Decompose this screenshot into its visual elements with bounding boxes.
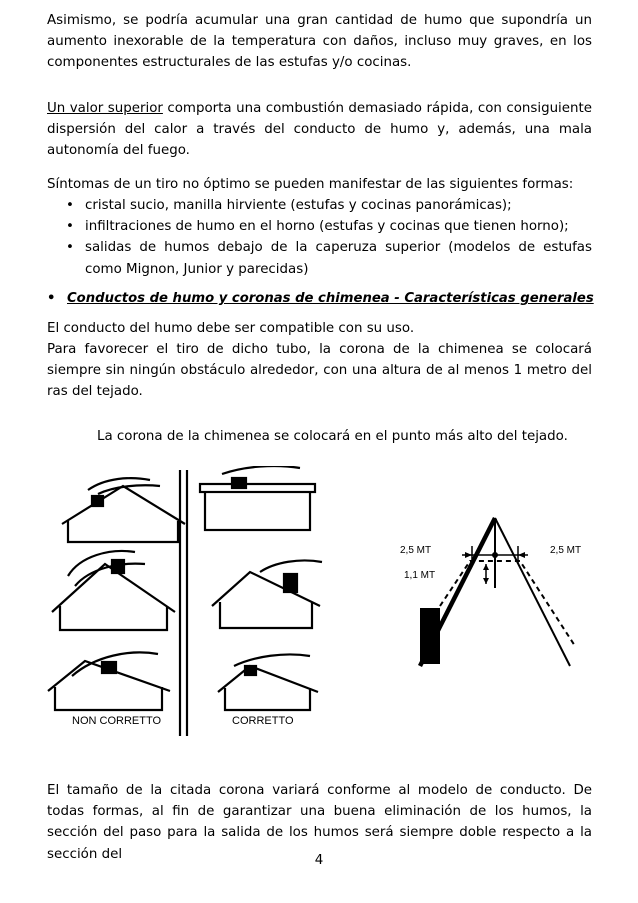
- paragraph-crown-size: El tamaño de la citada corona variará conforme al modelo de conducto. De todas formas, al fin de garantizar una buena eliminación de los humos, la sección del paso para la salida de los humos será siempre doble respecto a la sección del: [47, 783, 592, 862]
- centered-note: La corona de la chimenea se colocará en el punto más alto del tejado.: [97, 429, 568, 444]
- paragraph-smoke-accumulation: Asimismo, se podría acumular una gran cantidad de humo que supondría un aumento inexorable de la temperatura con daños, incluso muy graves, en los componentes estructurales de las estufas y/o cocinas.: [47, 13, 592, 71]
- list-item-text: cristal sucio, manilla hirviente (estufas y cocinas panorámicas);: [85, 198, 512, 213]
- correct-house-1: [200, 466, 315, 530]
- section-heading-text: Conductos de humo y coronas de chimenea - Características generales: [67, 291, 594, 306]
- list-item: [47, 195, 592, 216]
- dimension-left-label: 2,5 MT: [400, 545, 432, 556]
- paragraph-symptoms-intro: Síntomas de un tiro no óptimo se pueden manifestar de las siguientes formas:: [47, 177, 574, 192]
- list-item-text: salidas de humos debajo de la caperuza superior (modelos de estufas como Mignon, Junior y parecidas): [85, 240, 592, 277]
- incorrect-house-1: [62, 478, 185, 542]
- correct-house-2: [212, 560, 322, 628]
- bullet-icon: •: [47, 291, 56, 306]
- symptoms-list: [47, 195, 592, 280]
- incorrect-house-3: [48, 652, 170, 710]
- paragraph-chimney-height: Para favorecer el tiro de dicho tubo, la corona de la chimenea se colocará siempre sin ningún obstáculo alrededor, con una altura de al menos 1 metro del ras del tejado.: [47, 342, 592, 400]
- label-non-corretto: NON CORRETTO: [72, 715, 162, 727]
- roof-chimney-diagram: [0, 466, 638, 736]
- list-item: [47, 216, 592, 237]
- roof-dimension-diagram: [420, 518, 575, 666]
- bullet-icon: •: [66, 240, 74, 256]
- correct-house-3: [218, 654, 318, 710]
- dimension-height-label: 1,1 MT: [404, 570, 436, 581]
- paragraph-higher-value: [47, 98, 592, 162]
- paragraph-compatibility: El conducto del humo debe ser compatible con su uso.: [47, 321, 415, 336]
- page-number: 4: [314, 853, 324, 868]
- label-corretto: CORRETTO: [232, 715, 294, 727]
- bullet-icon: •: [66, 219, 74, 235]
- list-item-text: infiltraciones de humo en el horno (estufas y cocinas que tienen horno);: [85, 219, 569, 235]
- section-heading: [47, 288, 594, 309]
- incorrect-house-2: [52, 551, 175, 630]
- dimension-right-label: 2,5 MT: [550, 545, 582, 556]
- underlined-phrase: Un valor superior: [47, 101, 163, 116]
- list-item: [47, 237, 592, 279]
- bullet-icon: •: [66, 198, 74, 213]
- paragraph-higher-value-text: comporta una combustión demasiado rápida, con consiguiente dispersión del calor a través del conducto de humo y, además, una mala autonomía del fuego.: [47, 101, 592, 159]
